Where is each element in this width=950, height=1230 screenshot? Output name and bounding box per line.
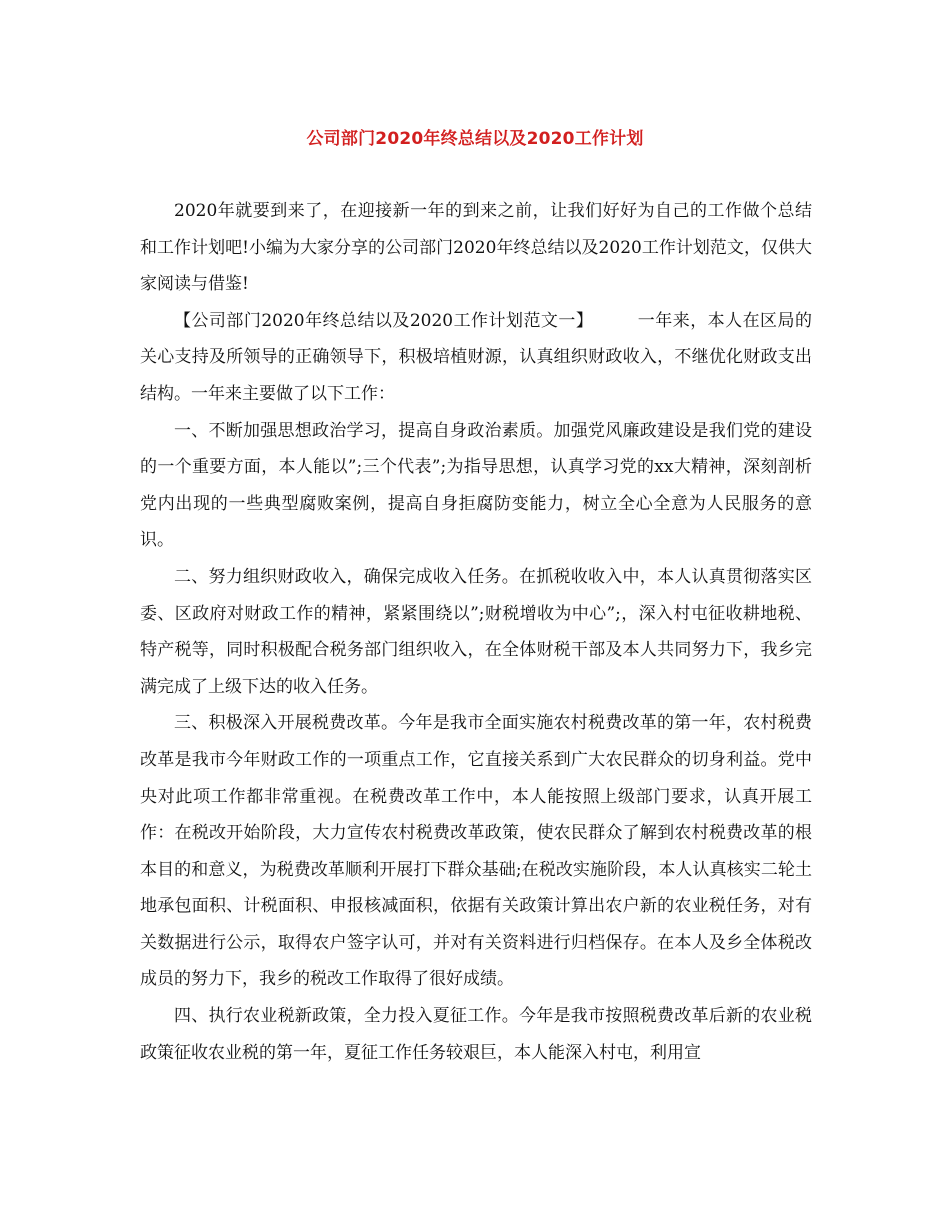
intro-paragraph: 2020年就要到来了，在迎接新一年的到来之前，让我们好好为自己的工作做个总结和工作计划吧!小编为大家分享的公司部门2020年终总结以及2020工作计划范文，仅供大家阅读与借鉴! bbox=[140, 201, 812, 295]
sample-one-text: 一年来，本人在区局的关心支持及所领导的正确领导下，积极培植财源，认真组织财政收入，不继优化财政支出结构。一年来主要做了以下工作： bbox=[140, 310, 812, 404]
section-one-paragraph: 一、不断加强思想政治学习，提高自身政治素质。加强党风廉政建设是我们党的建设的一个重要方面，本人能以”;三个代表”;为指导思想，认真学习党的xx大精神，深刻剖析党内出现的一些典型腐败案例，提高自身拒腐防变能力，树立全心全意为人民服务的意识。 bbox=[140, 420, 812, 551]
section-four-paragraph: 四、执行农业税新政策，全力投入夏征工作。今年是我市按照税费改革后新的农业税政策征收农业税的第一年，夏征工作任务较艰巨，本人能深入村屯，利用宣 bbox=[140, 1006, 812, 1063]
sample-one-heading: 【公司部门2020年终总结以及2020工作计划范文一】 bbox=[174, 310, 594, 331]
section-two-paragraph: 二、努力组织财政收入，确保完成收入任务。在抓税收收入中，本人认真贯彻落实区委、区政府对财政工作的精神，紧紧围绕以”;财税增收为中心”;，深入村屯征收耕地税、特产税等，同时积极配合税务部门组织收入，在全体财税干部及本人共同努力下，我乡完满完成了上级下达的收入任务。 bbox=[140, 566, 812, 697]
sample-one-paragraph bbox=[140, 303, 812, 413]
section-three-paragraph: 三、积极深入开展税费改革。今年是我市全面实施农村税费改革的第一年，农村税费改革是我市今年财政工作的一项重点工作，它直接关系到广大农民群众的切身利益。党中央对此项工作都非常重视。在税费改革工作中，本人能按照上级部门要求，认真开展工作：在税改开始阶段，大力宣传农村税费改革政策，使农民群众了解到农村税费改革的根本目的和意义，为税费改革顺利开展打下群众基础;在税改实施阶段，本人认真核实二轮土地承包面积、计税面积、申报核减面积，依据有关政策计算出农户新的农业税任务，对有关数据进行公示，取得农户签字认可，并对有关资料进行归档保存。在本人及乡全体税改成员的努力下，我乡的税改工作取得了很好成绩。 bbox=[140, 713, 812, 990]
document-body bbox=[140, 193, 812, 1071]
document-title: 公司部门2020年终总结以及2020工作计划 bbox=[306, 129, 644, 149]
